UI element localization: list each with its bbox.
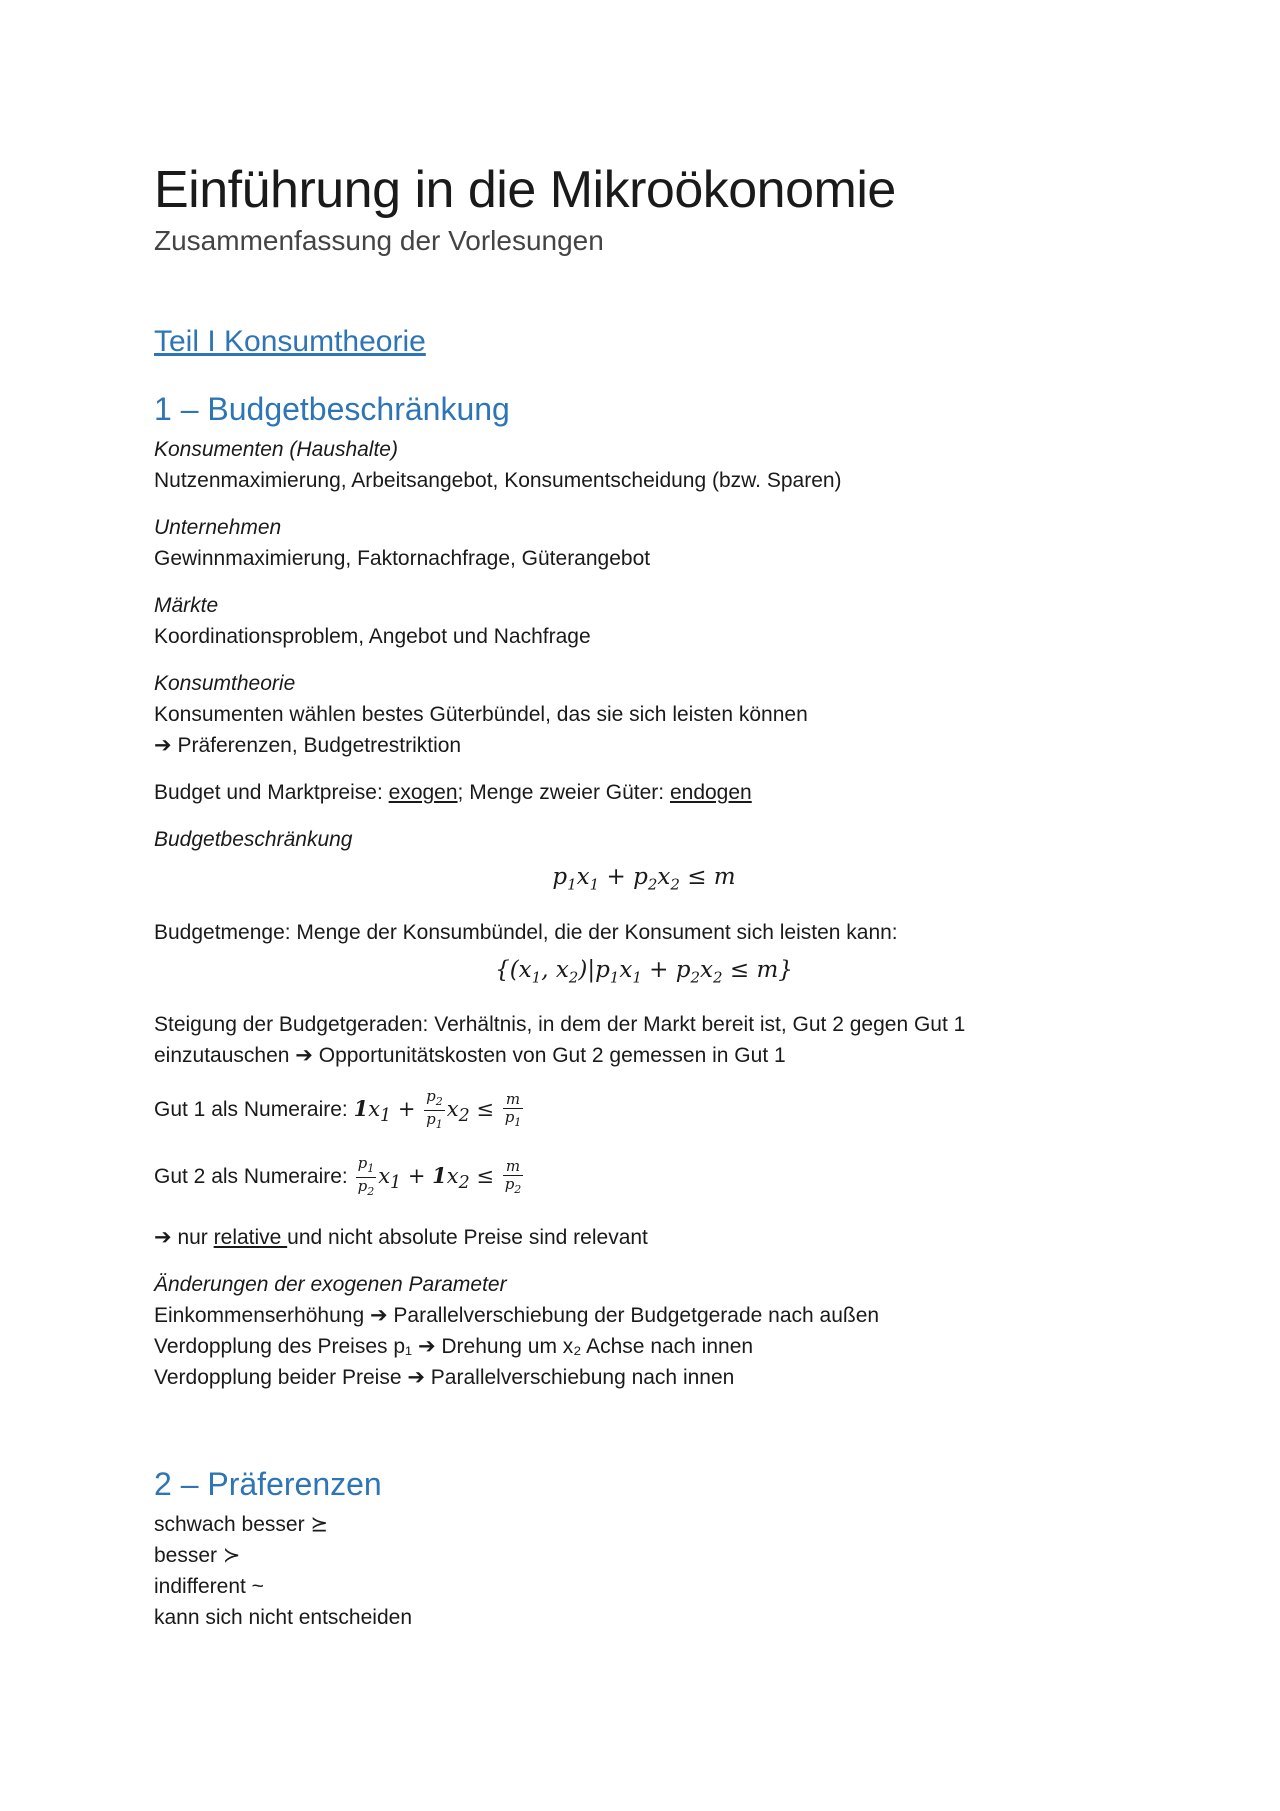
- right-arrow-icon: ➔: [295, 1044, 313, 1068]
- gut2-label: Gut 2 als Numeraire:: [154, 1165, 354, 1189]
- pref-item-better: besser ≻: [154, 1543, 241, 1567]
- konsumtheorie-text: Konsumenten wählen bestes Güterbündel, das sie sich leisten können: [154, 703, 808, 726]
- document-title: Einführung in die Mikroökonomie: [154, 161, 896, 219]
- konsumtheorie-block: [154, 668, 1134, 761]
- gut1-label: Gut 1 als Numeraire:: [154, 1098, 354, 1122]
- change-line-1: [154, 1300, 1134, 1331]
- gut2-numeraire-line: [154, 1154, 1134, 1205]
- exo-mid-text: ; Menge zweier Güter:: [457, 781, 670, 804]
- steigung-text-1: Steigung der Budgetgeraden: Verhältnis, in dem der Markt bereit ist, Gut 2 gegen Gut 1: [154, 1013, 966, 1037]
- steigung-text-2: [154, 1040, 1134, 1071]
- part-heading[interactable]: Teil I Konsumtheorie: [154, 325, 426, 358]
- exogen-endogen-line: [154, 777, 1134, 808]
- maerkte-block: [154, 590, 1134, 652]
- konsumtheorie-arrow-text: Präferenzen, Budgetrestriktion: [177, 734, 462, 757]
- unternehmen-label: Unternehmen: [154, 516, 282, 539]
- exo-pre-text: Budget und Marktpreise:: [154, 781, 389, 804]
- pref-item-weakly-better: schwach besser ⪰: [154, 1512, 328, 1536]
- budget-set-equation: {($x_1$, $x_2)|p_1x_1 + p_2x_2 \le m$}: [495, 956, 793, 987]
- unternehmen-block: [154, 512, 1134, 574]
- unternehmen-text: Gewinnmaximierung, Faktornachfrage, Güterangebot: [154, 547, 651, 570]
- relative-word: relative: [213, 1225, 288, 1249]
- gut1-equation: $1x_1$ + $\frac{p_2}{p_1}$ $x_2$ ≤ $\frac{m}{p_1}$: [353, 1087, 522, 1132]
- konsumenten-label: Konsumenten (Haushalte): [154, 438, 398, 461]
- konsumenten-text: Nutzenmaximierung, Arbeitsangebot, Konsumentscheidung (bzw. Sparen): [154, 469, 842, 492]
- change2-pre: Verdopplung des Preises p₁: [154, 1334, 418, 1358]
- right-arrow-icon: ➔: [369, 1303, 388, 1327]
- relative-pre: nur: [177, 1225, 214, 1249]
- relative-post: und nicht absolute Preise sind relevant: [287, 1225, 648, 1249]
- maerkte-label: Märkte: [154, 594, 219, 617]
- pref-item-indifferent: indifferent ~: [154, 1574, 264, 1598]
- steigung-pre: einzutauschen: [154, 1044, 296, 1068]
- budget-constraint-equation: $p_1x_1 + p_2x_2 \le m$: [552, 864, 736, 894]
- steigung-post: Opportunitätskosten von Gut 2 gemessen in Gut 1: [318, 1044, 786, 1068]
- right-arrow-icon: ➔: [154, 734, 172, 757]
- change-line-3: [154, 1362, 1134, 1393]
- maerkte-text: Koordinationsproblem, Angebot und Nachfrage: [154, 625, 591, 648]
- gut1-numeraire-line: [154, 1087, 1134, 1138]
- konsumenten-block: [154, 434, 1134, 496]
- right-arrow-icon: ➔: [407, 1365, 425, 1389]
- document-page: [154, 160, 1134, 1633]
- konsumtheorie-arrow-line: [154, 730, 1134, 761]
- right-arrow-icon: ➔: [154, 1225, 172, 1249]
- section-heading-budget: 1 – Budgetbeschränkung: [154, 391, 510, 427]
- right-arrow-icon: ➔: [417, 1334, 436, 1358]
- change3-pre: Verdopplung beider Preise: [154, 1365, 408, 1389]
- change1-pre: Einkommenserhöhung: [154, 1303, 370, 1327]
- gut2-equation: $\frac{p_1}{p_2}$ $x_1 + 1x_2$ ≤ $\frac{m}{p_2}$: [357, 1154, 522, 1199]
- section-heading-praeferenzen: 2 – Präferenzen: [154, 1465, 382, 1502]
- aenderungen-block: [154, 1269, 1134, 1393]
- exogen-word: exogen: [388, 781, 458, 804]
- change1-post: Parallelverschiebung der Budgetgerade nach außen: [393, 1303, 880, 1327]
- steigung-block: [154, 1009, 1134, 1071]
- endogen-word: endogen: [669, 781, 752, 804]
- aenderungen-label: Änderungen der exogenen Parameter: [154, 1272, 507, 1296]
- konsumtheorie-label: Konsumtheorie: [154, 672, 296, 695]
- budgetmenge-text: Budgetmenge: Menge der Konsumbündel, die der Konsument sich leisten kann:: [154, 920, 898, 944]
- document-subtitle: Zusammenfassung der Vorlesungen: [154, 225, 604, 256]
- change2-post: Drehung um x₂ Achse nach innen: [441, 1334, 754, 1358]
- change3-post: Parallelverschiebung nach innen: [430, 1365, 735, 1389]
- change-line-2: [154, 1331, 1134, 1362]
- pref-item-undecided: kann sich nicht entscheiden: [154, 1605, 412, 1629]
- budgetbeschraenkung-label: Budgetbeschränkung: [154, 828, 353, 851]
- relative-prices-line: [154, 1222, 1134, 1253]
